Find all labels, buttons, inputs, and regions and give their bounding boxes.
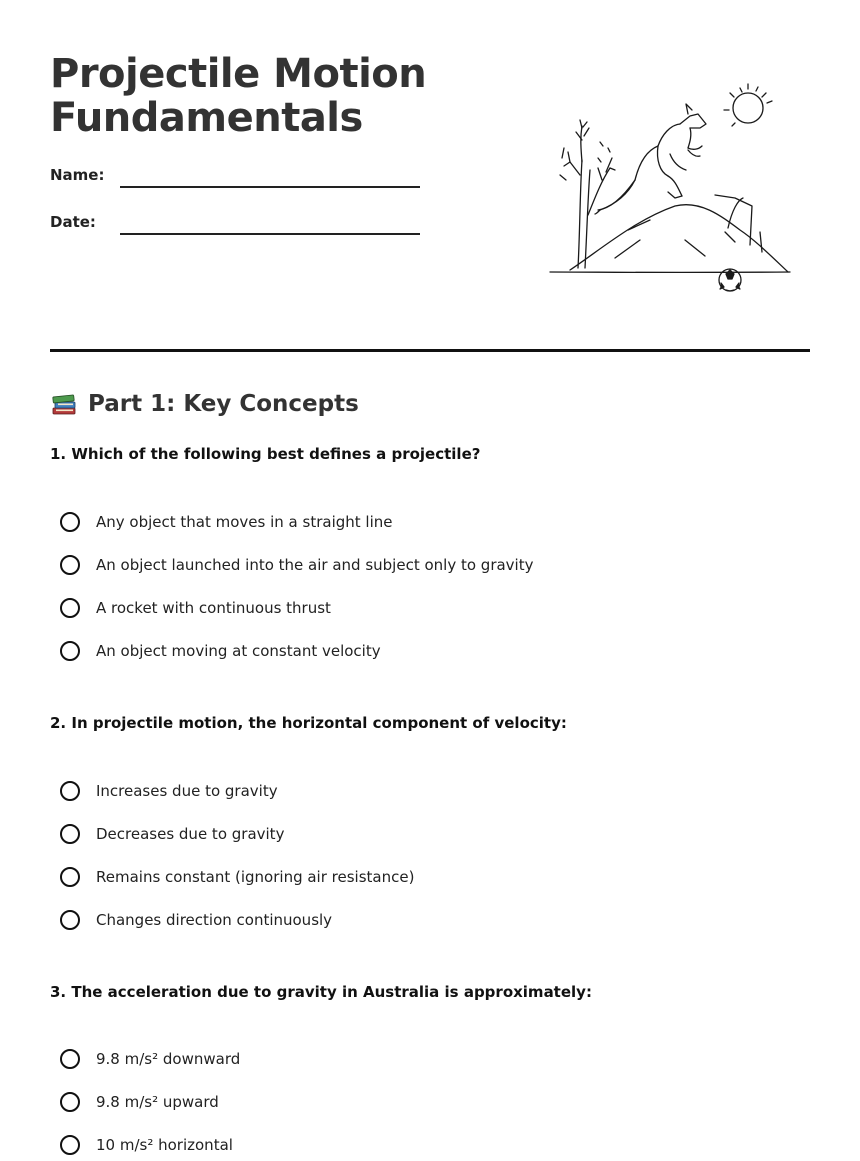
question-3-option-c[interactable] <box>60 1132 760 1158</box>
option-label: Increases due to gravity <box>96 782 278 800</box>
radio-button[interactable] <box>60 598 80 618</box>
books-icon <box>50 390 78 418</box>
option-label: An object moving at constant velocity <box>96 642 381 660</box>
radio-button[interactable] <box>60 641 80 661</box>
question-2-option-c[interactable] <box>60 864 760 890</box>
option-label: 9.8 m/s² upward <box>96 1093 219 1111</box>
question-1-option-b[interactable] <box>60 552 760 578</box>
name-field <box>50 166 430 190</box>
worksheet-title <box>50 52 426 140</box>
question-3: 3. The acceleration due to gravity in Australia is approximately: <box>50 983 592 1001</box>
question-3-option-b[interactable] <box>60 1089 760 1115</box>
question-1: 1. Which of the following best defines a projectile? <box>50 445 481 463</box>
radio-button[interactable] <box>60 781 80 801</box>
option-label: Decreases due to gravity <box>96 825 285 843</box>
date-label: Date: <box>50 213 96 231</box>
date-field <box>50 213 430 237</box>
question-1-option-d[interactable] <box>60 638 760 664</box>
option-label: Any object that moves in a straight line <box>96 513 393 531</box>
option-label: A rocket with continuous thrust <box>96 599 331 617</box>
section-divider <box>50 349 810 352</box>
part1-header <box>50 388 359 420</box>
name-label: Name: <box>50 166 105 184</box>
title-line-1: Projectile Motion <box>50 51 427 97</box>
radio-button[interactable] <box>60 910 80 930</box>
option-label: An object launched into the air and subject only to gravity <box>96 556 534 574</box>
radio-button[interactable] <box>60 512 80 532</box>
radio-button[interactable] <box>60 1092 80 1112</box>
question-2-option-b[interactable] <box>60 821 760 847</box>
question-3-option-a[interactable] <box>60 1046 760 1072</box>
option-label: Remains constant (ignoring air resistance) <box>96 868 415 886</box>
tree-icon <box>560 120 615 268</box>
title-line-2: Fundamentals <box>50 95 363 141</box>
question-2-option-d[interactable] <box>60 907 760 933</box>
question-1-option-a[interactable] <box>60 509 760 535</box>
question-2-option-a[interactable] <box>60 778 760 804</box>
sun-icon <box>724 84 772 126</box>
radio-button[interactable] <box>60 1135 80 1155</box>
radio-button[interactable] <box>60 1049 80 1069</box>
question-1-option-c[interactable] <box>60 595 760 621</box>
question-2: 2. In projectile motion, the horizontal component of velocity: <box>50 714 567 732</box>
soccer-ball-icon <box>719 269 741 291</box>
part1-title: Part 1: Key Concepts <box>88 391 359 417</box>
option-label: 9.8 m/s² downward <box>96 1050 241 1068</box>
option-label: 10 m/s² horizontal <box>96 1136 233 1154</box>
kangaroo-illustration <box>540 80 800 300</box>
radio-button[interactable] <box>60 867 80 887</box>
name-line[interactable] <box>120 186 420 188</box>
date-line[interactable] <box>120 233 420 235</box>
radio-button[interactable] <box>60 555 80 575</box>
option-label: Changes direction continuously <box>96 911 333 929</box>
radio-button[interactable] <box>60 824 80 844</box>
